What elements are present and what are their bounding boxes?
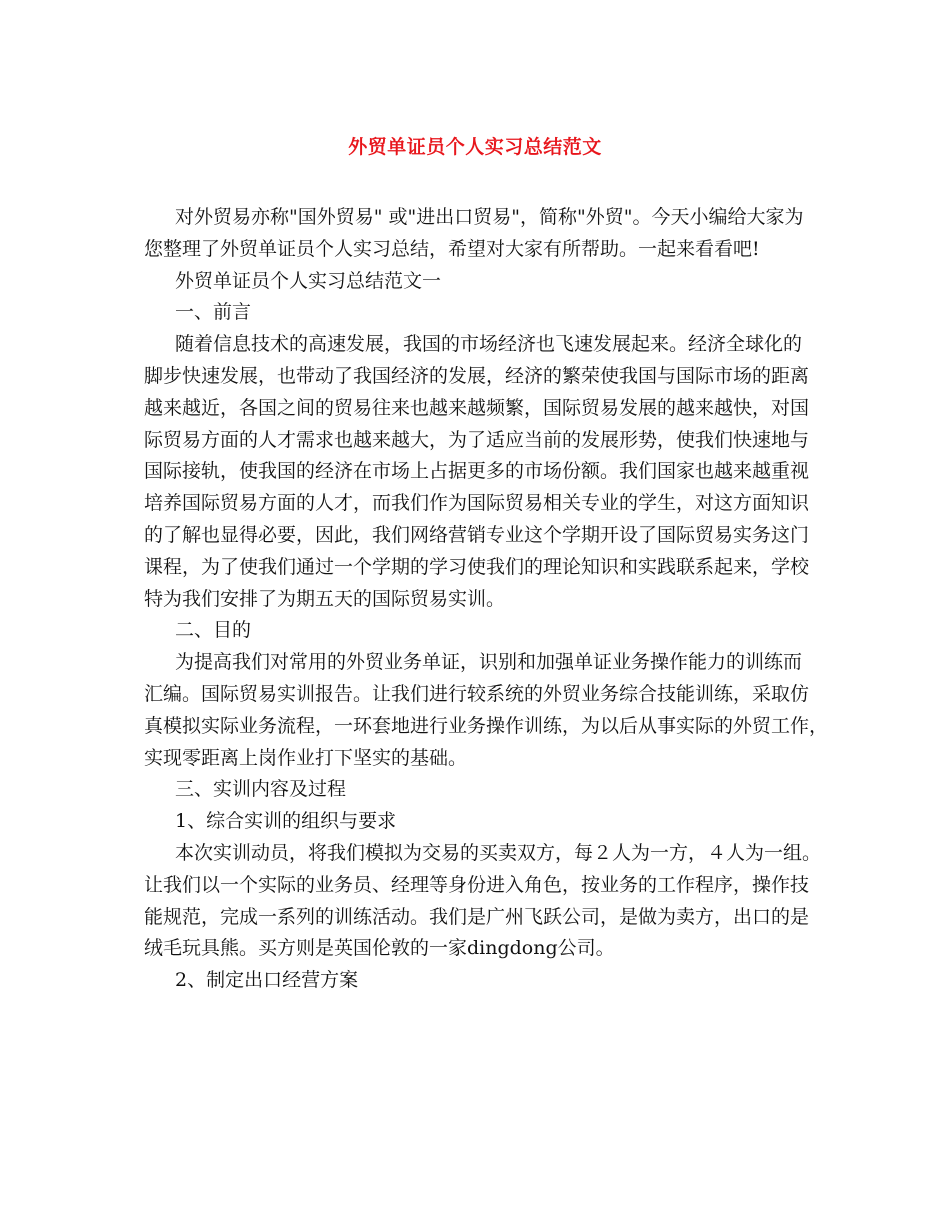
paragraph-line: 越来越近，各国之间的贸易往来也越来越频繁，国际贸易发展的越来越快，对国	[144, 396, 810, 419]
intro-line: 您整理了外贸单证员个人实习总结，希望对大家有所帮助。一起来看看吧!	[144, 237, 760, 260]
paragraph-line: 课程，为了使我们通过一个学期的学习使我们的理论知识和实践联系起来，学校	[144, 555, 810, 578]
paragraph-line: 脚步快速发展，也带动了我国经济的发展，经济的繁荣使我国与国际市场的距离	[144, 364, 810, 387]
paragraph-line: 为提高我们对常用的外贸业务单证，识别和加强单证业务操作能力的训练而	[175, 651, 803, 674]
paragraph-line: 真模拟实际业务流程，一环套地进行业务操作训练，为以后从事实际的外贸工作，	[144, 714, 829, 737]
paragraph-line: 能规范，完成一系列的训练活动。我们是广州飞跃公司，是做为卖方，出口的是	[144, 905, 810, 928]
document-title: 外贸单证员个人实习总结范文	[348, 136, 602, 158]
section-heading-purpose: 二、目的	[175, 619, 252, 642]
document-body	[144, 202, 829, 997]
section-heading-preface: 一、前言	[175, 301, 252, 324]
paragraph-line: 培养国际贸易方面的人才，而我们作为国际贸易相关专业的学生，对这方面知识	[144, 492, 810, 515]
paragraph-line: 本次实训动员，将我们模拟为交易的买卖双方，每２人为一方，４人为一组。	[175, 841, 822, 864]
intro-line: 对外贸易亦称"国外贸易" 或"进出口贸易"，简称"外贸"。今天小编给大家为	[175, 206, 804, 228]
paragraph-line: 随着信息技术的高速发展，我国的市场经济也飞速发展起来。经济全球化的	[175, 333, 803, 356]
subsection-heading-plan: 2、制定出口经营方案	[175, 969, 359, 992]
section-heading-content: 三、实训内容及过程	[175, 778, 347, 801]
paragraph-line: 让我们以一个实际的业务员、经理等身份进入角色，按业务的工作程序，操作技	[144, 873, 810, 896]
preface-paragraph	[144, 329, 808, 615]
paragraph-line: 绒毛玩具熊。买方则是英国伦敦的一家dingdong公司。	[144, 937, 615, 960]
subsection-heading-organization: 1、综合实训的组织与要求	[175, 810, 397, 833]
purpose-paragraph	[144, 647, 829, 774]
paragraph-line: 特为我们安排了为期五天的国际贸易实训。	[144, 587, 506, 610]
paragraph-line: 汇编。国际贸易实训报告。让我们进行较系统的外贸业务综合技能训练，采取仿	[144, 682, 810, 705]
paragraph-line: 实现零距离上岗作业打下坚实的基础。	[144, 746, 468, 769]
paragraph-line: 的了解也显得必要，因此，我们网络营销专业这个学期开设了国际贸易实务这门	[144, 523, 810, 546]
organization-paragraph	[144, 838, 822, 965]
paragraph-line: 国际接轨，使我国的经济在市场上占据更多的市场份额。我们国家也越来越重视	[144, 460, 810, 483]
paragraph-line: 际贸易方面的人才需求也越来越大，为了适应当前的发展形势，使我们快速地与	[144, 428, 810, 451]
intro-paragraph	[144, 202, 808, 266]
subtitle: 外贸单证员个人实习总结范文一	[175, 269, 442, 292]
